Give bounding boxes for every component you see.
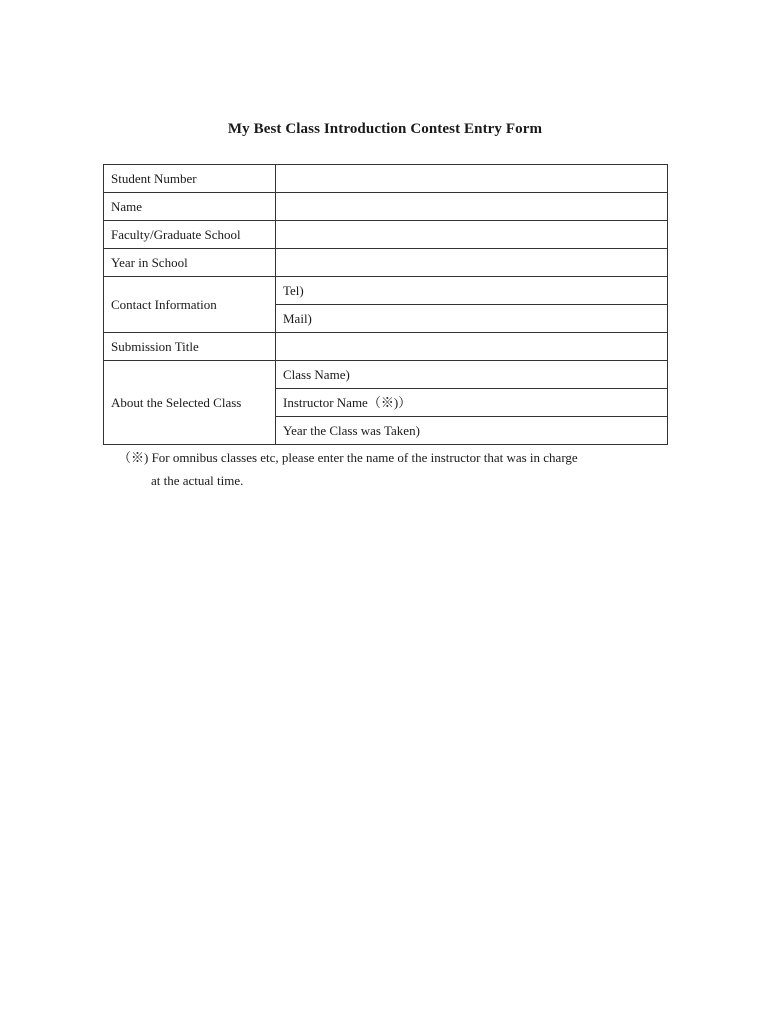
about-selected-class-label: About the Selected Class (104, 361, 276, 445)
submission-title-field[interactable] (276, 333, 668, 361)
faculty-label: Faculty/Graduate School (104, 221, 276, 249)
mail-field[interactable]: Mail) (276, 305, 668, 333)
year-in-school-field[interactable] (276, 249, 668, 277)
table-row (104, 361, 668, 389)
name-label: Name (104, 193, 276, 221)
contact-information-label: Contact Information (104, 277, 276, 333)
entry-form-table (103, 164, 668, 445)
table-row (104, 333, 668, 361)
student-number-field[interactable] (276, 165, 668, 193)
page-title: My Best Class Introduction Contest Entry Form (227, 121, 543, 137)
table-row (104, 277, 668, 305)
table-row (104, 193, 668, 221)
table-row (104, 165, 668, 193)
faculty-field[interactable] (276, 221, 668, 249)
footnote (118, 446, 678, 492)
table-row (104, 221, 668, 249)
year-class-taken-field[interactable]: Year the Class was Taken) (276, 417, 668, 445)
class-name-field[interactable]: Class Name) (276, 361, 668, 389)
footnote-line-1: （※) For omnibus classes etc, please enter the name of the instructor that was in charge (118, 450, 578, 465)
tel-field[interactable]: Tel) (276, 277, 668, 305)
footnote-line-2: at the actual time. (151, 473, 244, 488)
submission-title-label: Submission Title (104, 333, 276, 361)
year-in-school-label: Year in School (104, 249, 276, 277)
name-field[interactable] (276, 193, 668, 221)
student-number-label: Student Number (104, 165, 276, 193)
table-row (104, 249, 668, 277)
instructor-name-field[interactable]: Instructor Name（※)） (276, 389, 668, 417)
